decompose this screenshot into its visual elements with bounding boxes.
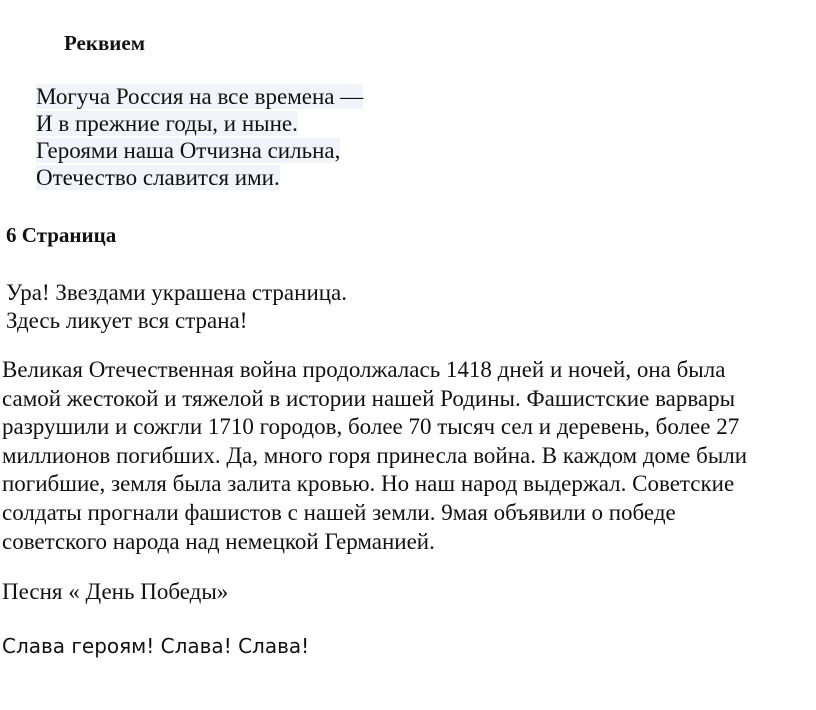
- poem-line: [36, 164, 363, 191]
- page-heading: 6 Страница: [6, 223, 117, 247]
- poem-line: [36, 137, 363, 164]
- poem-line-text: Могуча Россия на все времена —: [36, 84, 364, 109]
- paragraph-line: советского народа над немецкой Германией.: [2, 528, 435, 554]
- poem-line-text: Героями наша Отчизна сильна,: [36, 138, 341, 163]
- poem-line-text: И в прежние годы, и ныне.: [36, 111, 298, 136]
- glory-line: Слава героям! Слава! Слава!: [2, 634, 310, 658]
- poem-title: Реквием: [64, 31, 146, 55]
- paragraph-line: солдаты прогнали фашистов с нашей земли. 9мая объявили о победе: [2, 499, 676, 525]
- paragraph-line: погибшие, земля была залита кровью. Но наш народ выдержал. Советские: [2, 471, 735, 497]
- poem-stanza: [36, 83, 363, 191]
- paragraph-line: Великая Отечественная война продолжалась 1418 дней и ночей, она была: [2, 357, 726, 382]
- poem-line: [36, 110, 363, 137]
- paragraph-line: самой жестокой и тяжелой в истории нашей Родины. Фашистские варвары: [2, 385, 736, 411]
- song-title: Песня « День Победы»: [2, 579, 229, 604]
- paragraph-line: разрушили и сожгли 1710 городов, более 70 тысяч сел и деревень, более 27: [2, 414, 740, 440]
- cheer-text: [6, 279, 347, 335]
- history-paragraph: [2, 356, 747, 556]
- cheer-line: Здесь ликует вся страна!: [6, 308, 248, 333]
- poem-line-text: Отечество славится ими.: [36, 165, 280, 190]
- paragraph-line: миллионов погибших. Да, много горя принесла война. В каждом доме были: [2, 442, 748, 468]
- poem-line: [36, 83, 363, 110]
- cheer-line: Ура! Звездами украшена страница.: [6, 280, 348, 305]
